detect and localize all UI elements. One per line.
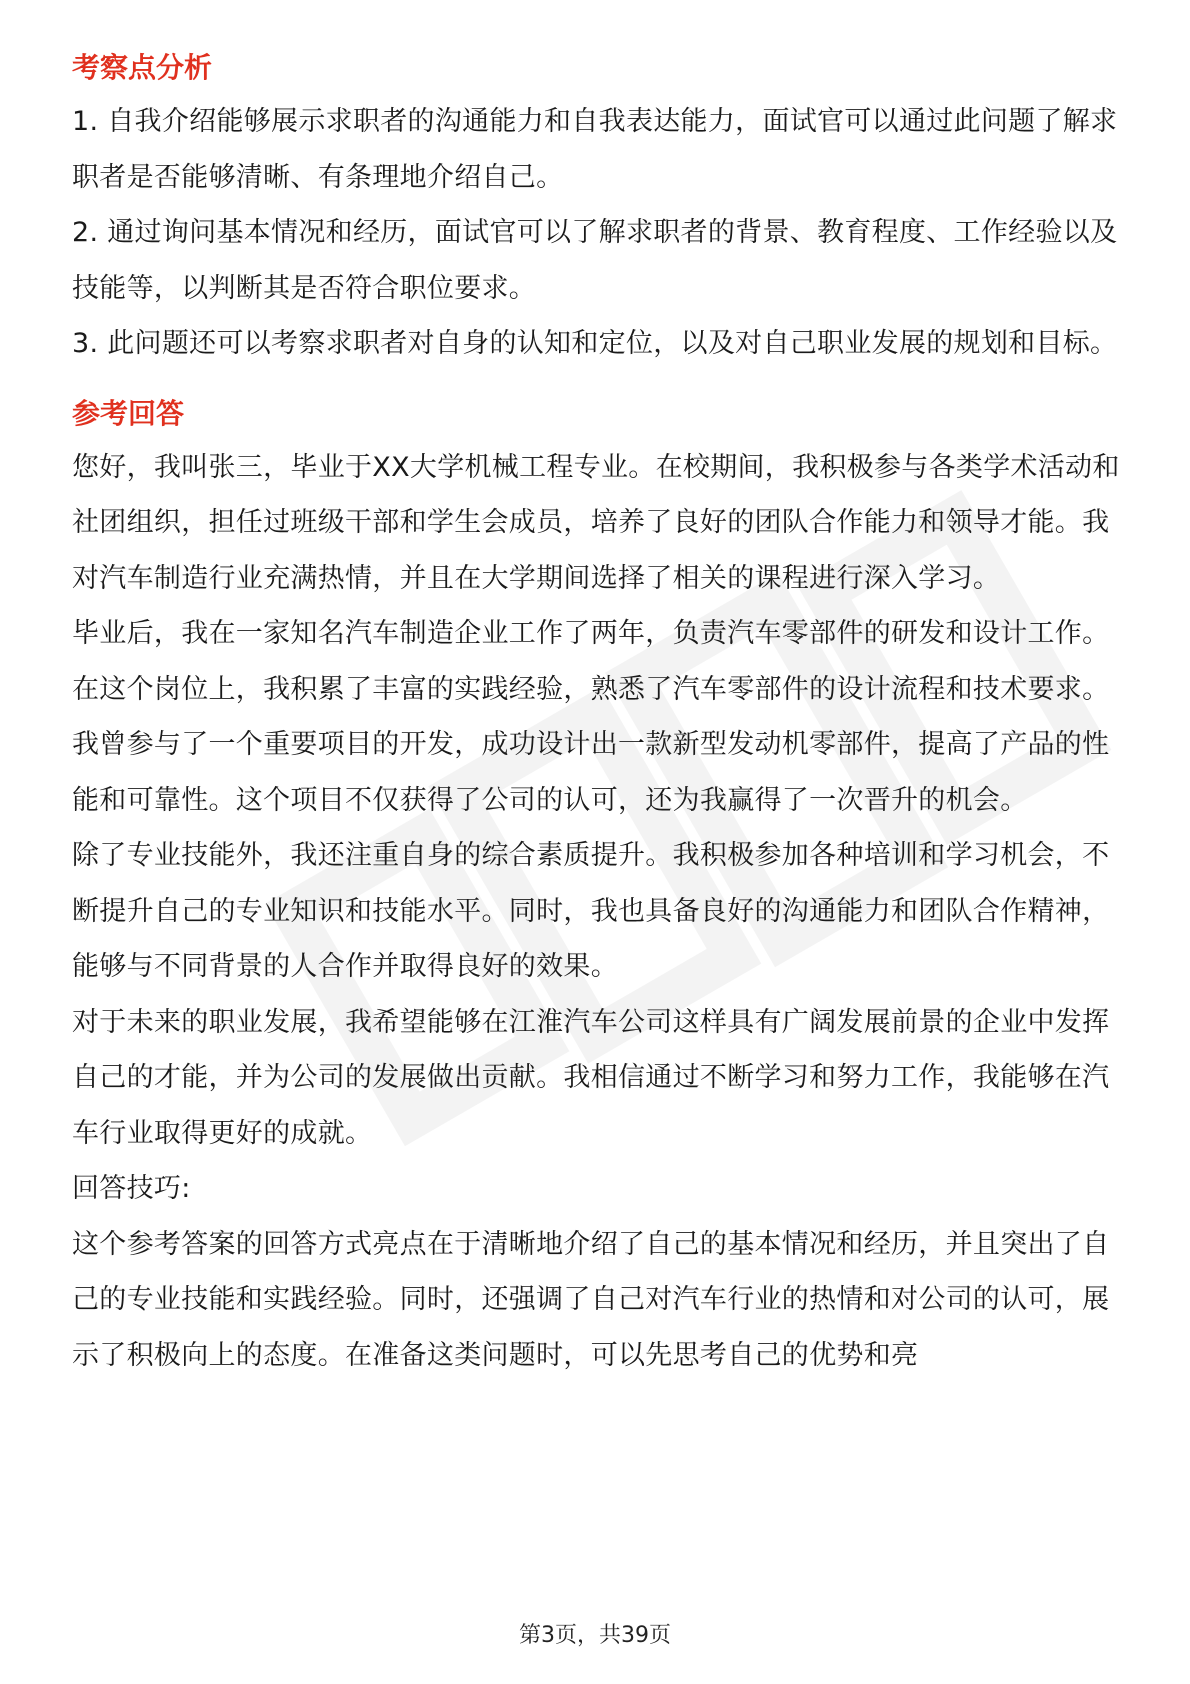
answer-tips-label: 回答技巧:	[72, 1173, 191, 1204]
answer-paragraph-1: 您好，我叫张三，毕业于XX大学机械工程专业。在校期间，我积极参与各类学术活动和社团组织，担任过班级干部和学生会成员，培养了良好的团队合作能力和领导才能。我对汽车制造行业充满热情，并且在大学期间选择了相关的课程进行深入学习。	[72, 451, 1120, 594]
section-title-analysis: 考察点分析	[72, 51, 213, 84]
analysis-point-1: 1. 自我介绍能够展示求职者的沟通能力和自我表达能力，面试官可以通过此问题了解求职者是否能够清晰、有条理地介绍自己。	[72, 106, 1118, 193]
analysis-point-2: 2. 通过询问基本情况和经历，面试官可以了解求职者的背景、教育程度、工作经验以及技能等，以判断其是否符合职位要求。	[72, 217, 1118, 304]
document-page	[72, 48, 1122, 1383]
section-title-reference-answer: 参考回答	[72, 396, 185, 430]
answer-paragraph-4: 对于未来的职业发展，我希望能够在江淮汽车公司这样具有广阔发展前景的企业中发挥自己的才能，并为公司的发展做出贡献。我相信通过不断学习和努力工作，我能够在汽车行业取得更好的成就。	[72, 1006, 1110, 1149]
answer-tips-paragraph: 这个参考答案的回答方式亮点在于清晰地介绍了自己的基本情况和经历，并且突出了自己的专业技能和实践经验。同时，还强调了自己对汽车行业的热情和对公司的认可，展示了积极向上的态度。在准备这类问题时，可以先思考自己的优势和亮	[72, 1228, 1110, 1371]
answer-paragraph-3: 除了专业技能外，我还注重自身的综合素质提升。我积极参加各种培训和学习机会，不断提升自己的专业知识和技能水平。同时，我也具备良好的沟通能力和团队合作精神，能够与不同背景的人合作并取得良好的效果。	[72, 840, 1110, 982]
answer-paragraph-2: 毕业后，我在一家知名汽车制造企业工作了两年，负责汽车零部件的研发和设计工作。在这个岗位上，我积累了丰富的实践经验，熟悉了汽车零部件的设计流程和技术要求。我曾参与了一个重要项目的开发，成功设计出一款新型发动机零部件，提高了产品的性能和可靠性。这个项目不仅获得了公司的认可，还为我赢得了一次晋升的机会。	[72, 618, 1110, 816]
page-number: 第3页，共39页	[519, 1623, 671, 1648]
analysis-point-3: 3. 此问题还可以考察求职者对自身的认知和定位，以及对自己职业发展的规划和目标。	[72, 328, 1118, 359]
